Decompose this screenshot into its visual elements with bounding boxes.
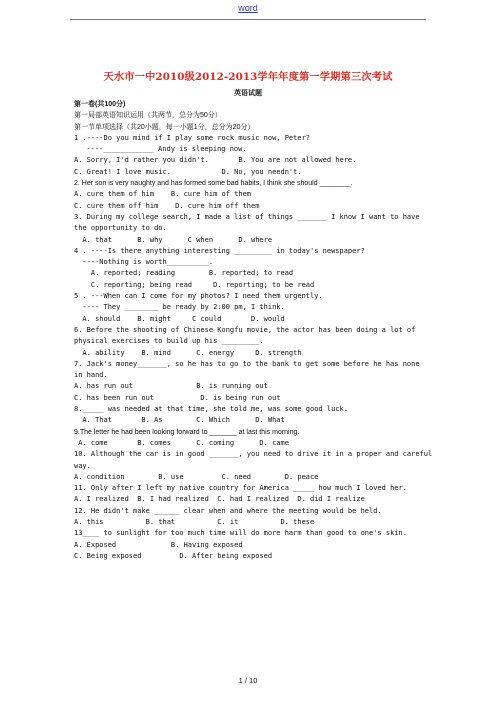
option-line: A. Sorry, I'd rather you didn't. B. You are not allowed here. bbox=[74, 156, 357, 165]
question-line: 9.The letter he had been looking forward to _______ at last this morning. bbox=[74, 428, 300, 436]
question-line: 11. Only after I left my native country for America _____ how much I loved her. bbox=[74, 484, 407, 493]
option-line: A. condition B. use C. need D. peace bbox=[74, 472, 319, 481]
question-line: 10. Although the car is in good _______, you need to drive it in a proper and careful bbox=[74, 450, 433, 459]
option-line: A. That B. As C. Which D. What bbox=[74, 416, 285, 425]
question-line: 1 .----Do you mind if I play some rock music now, Peter? bbox=[74, 133, 311, 142]
header-word-link[interactable]: word bbox=[238, 3, 258, 13]
exam-content bbox=[74, 99, 434, 562]
section-instructions: 第一节单项选择（共20小题，每一小题1分，总分为20分） bbox=[74, 123, 255, 131]
option-line: A. come B. comes C. coming D. came bbox=[74, 438, 289, 447]
question-line: the opportunity to do. bbox=[74, 224, 167, 233]
document-subtitle: 英语试题 bbox=[234, 90, 262, 97]
question-line: 3. During my college search, I made a list of things _______ I know I want to have bbox=[74, 212, 420, 221]
question-line: in hand. bbox=[74, 371, 108, 380]
option-line: C. Great! I love music. D. No, you needn't. bbox=[74, 167, 302, 176]
question-line: 5 . ---When can I come for my photos? I need them urgently. bbox=[74, 292, 323, 301]
question-line: ---- They ________ be ready by 2:00 pm, I think. bbox=[74, 303, 285, 312]
question-line: 12. He didn't make ______ clear when and where the meeting would be held. bbox=[74, 506, 382, 515]
question-line: 4 . ----Is there anything interesting _________ in today's newspaper? bbox=[74, 246, 365, 255]
option-line: A. cure them of him B. cure him of them bbox=[74, 190, 252, 199]
option-line: A. reported; reading B. reported; to read bbox=[74, 269, 294, 278]
question-line: 6. Before the shooting of Chinese Kongfu movie, the actor has been doing a lot of bbox=[74, 325, 416, 334]
option-line: C. reporting; being read D. reporting; to be read bbox=[74, 280, 315, 289]
question-line: ----____________ Andy is sleeping now. bbox=[78, 145, 247, 154]
question-line: 13____ to sunlight for too much time will do more harm than good to one's skin. bbox=[74, 529, 407, 538]
question-line: 8._____ was needed at that time, she told me, was some good luck. bbox=[74, 405, 348, 414]
option-line: A. that B. why C when D. where bbox=[74, 235, 273, 244]
page-number: 1 / 10 bbox=[238, 676, 258, 685]
option-line: A. I realized B. I had realized C. had I realized D. did I realize bbox=[74, 495, 365, 504]
option-line: A. this B. that C. it D. these bbox=[74, 517, 315, 526]
option-line: A. should B. might C could D. would bbox=[74, 314, 285, 323]
option-line: C. cure them off him D. cure him off them bbox=[74, 201, 260, 210]
question-line: ----Nothing is worth__________. bbox=[74, 258, 214, 267]
question-line: 7. Jack's money_______, so he has to go to the bank to get some before he has none bbox=[74, 359, 420, 368]
document-title: 天水市一中2010级2012-2013学年年度第一学期第三次考试 bbox=[103, 71, 393, 83]
option-line: C. has been run out D. is being run out bbox=[74, 393, 281, 402]
header-divider bbox=[70, 19, 426, 20]
part-heading: 第一局部英语知识运用（共两节，总分为50分） bbox=[74, 112, 222, 120]
question-line: 2. Her son is very naughty and has formed some bad habits, I think she should ________. bbox=[74, 180, 353, 188]
option-line: A. has run out B. is running out bbox=[74, 382, 268, 391]
question-line: way. bbox=[74, 461, 91, 470]
section-heading: 第一卷(共100分) bbox=[74, 101, 126, 108]
option-line: A. Exposed B. Having exposed bbox=[74, 540, 243, 549]
option-line: C. Being exposed D. After being exposed bbox=[74, 551, 273, 560]
question-line: physical exercises to build up his _________. bbox=[74, 337, 264, 346]
option-line: A. ability B. mind C. energy D. strength bbox=[74, 348, 302, 357]
